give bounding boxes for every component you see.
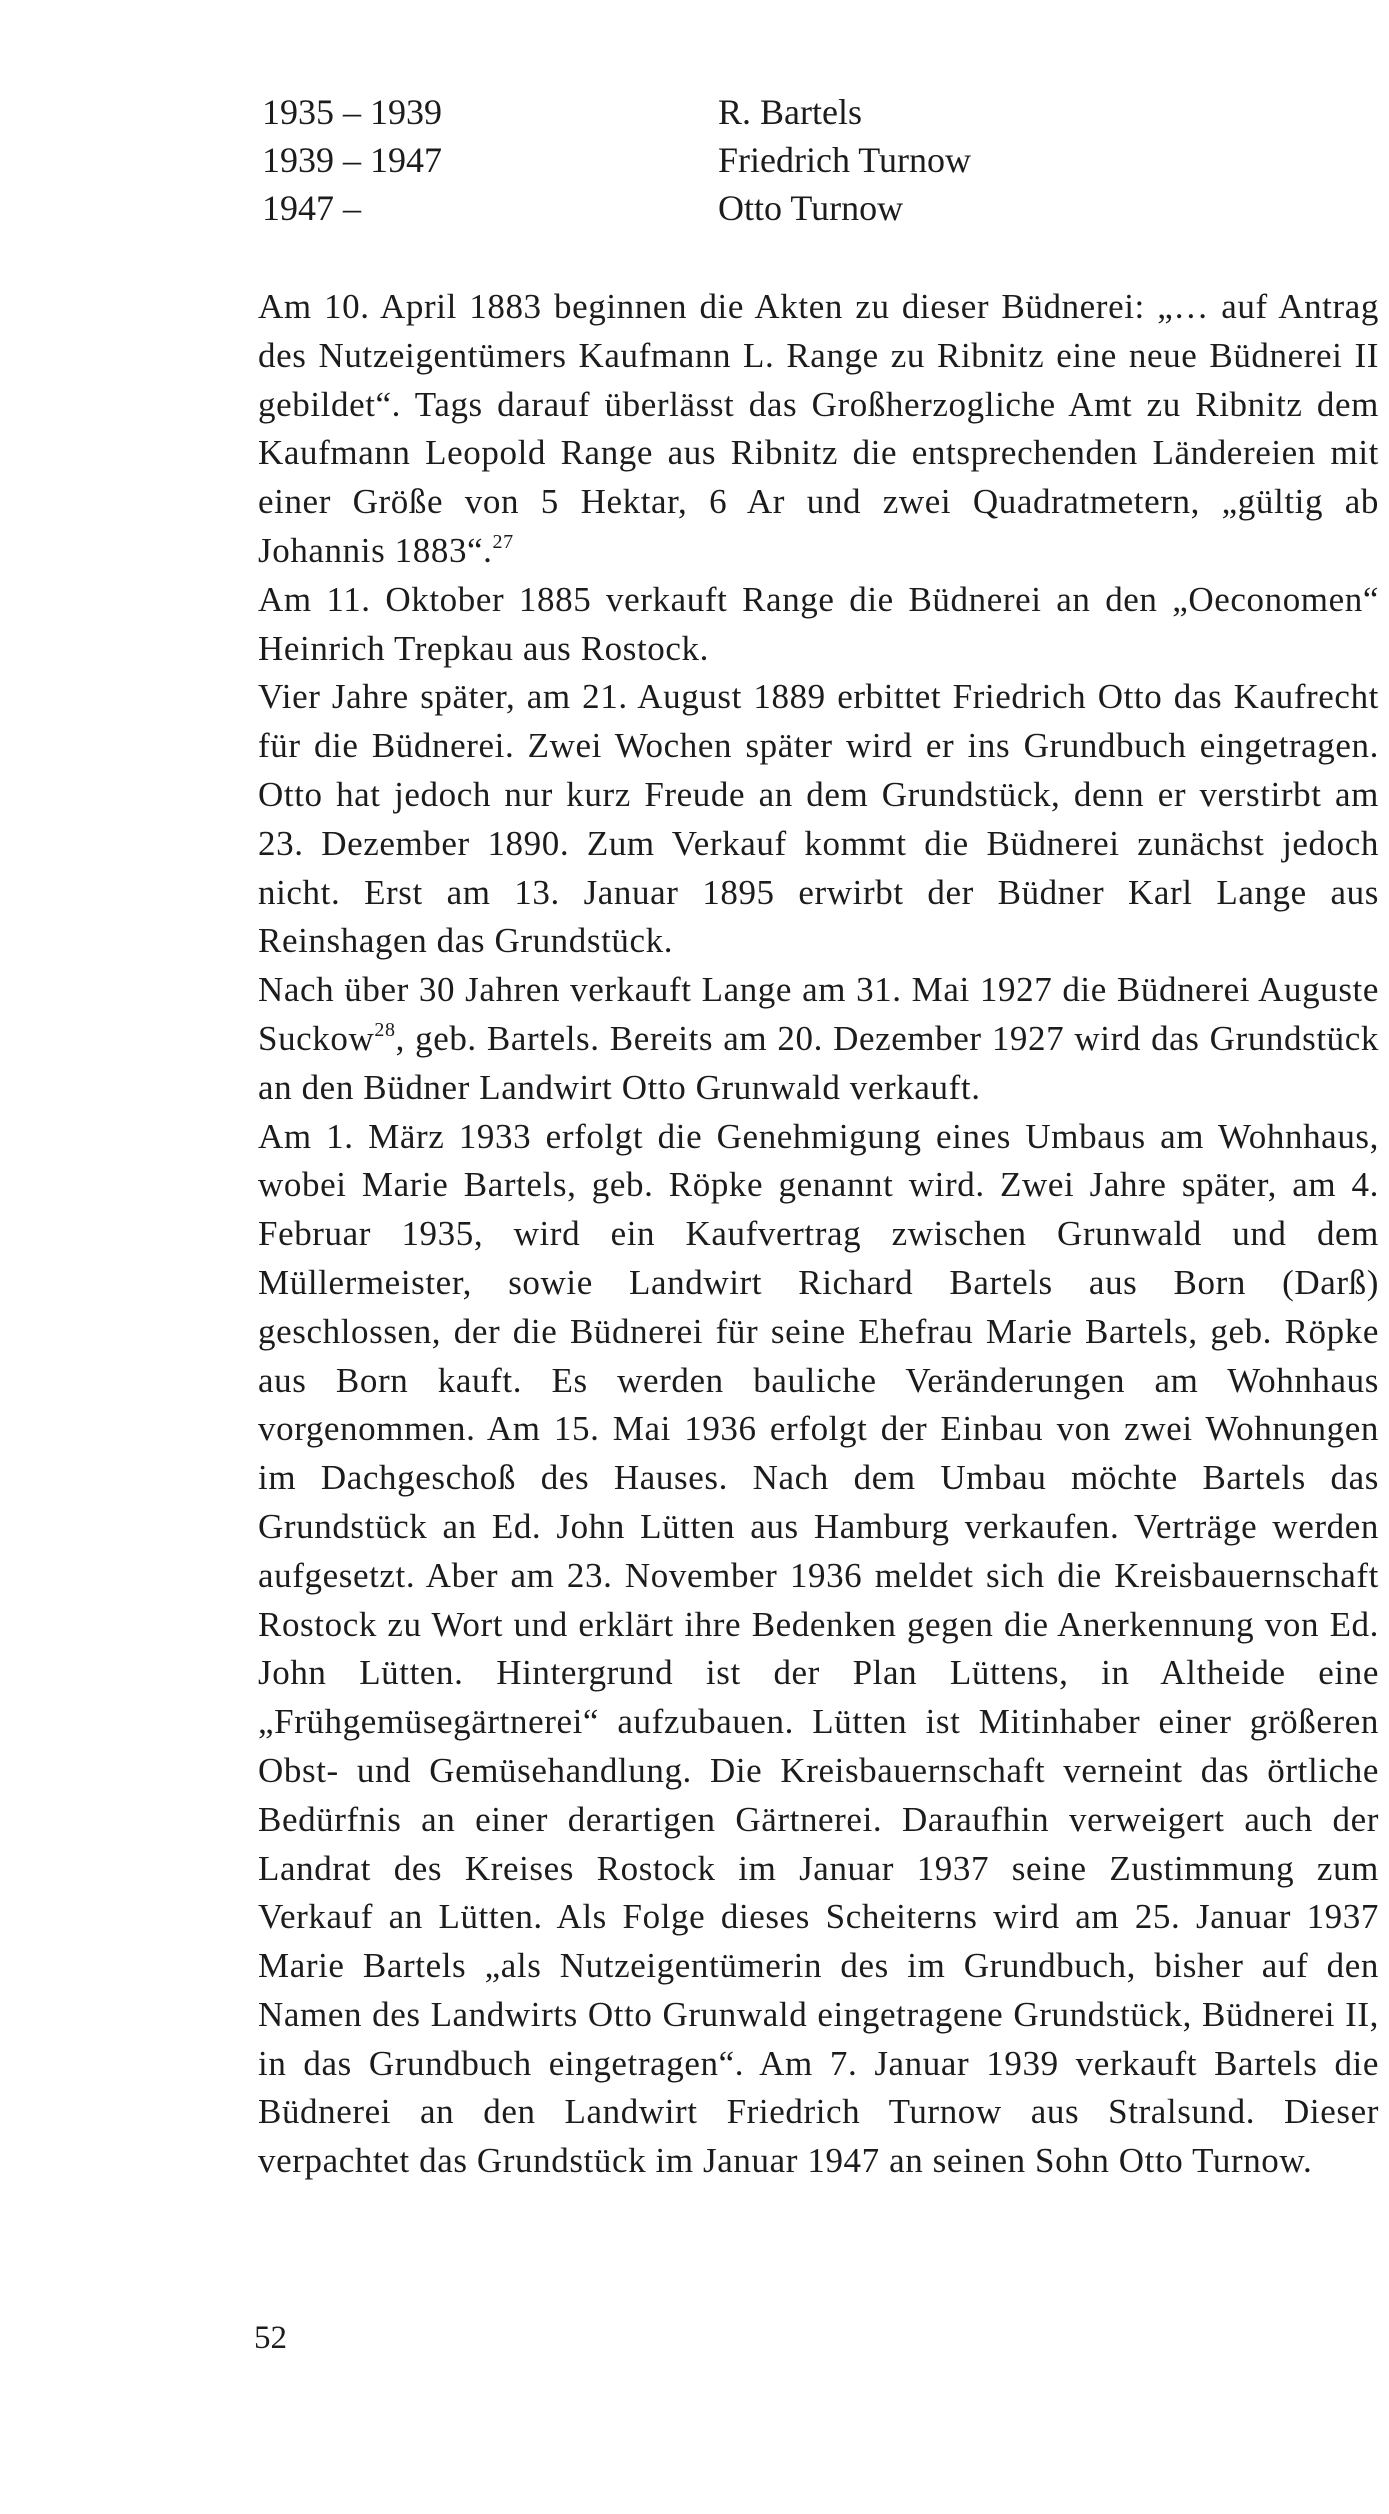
footnote-marker: 27 [492, 530, 514, 553]
owner-name: R. Bartels [718, 92, 862, 132]
paragraph-text: , geb. Bartels. Bereits am 20. Dezember 1927 wird das Grundstück an den Büdner Landwirt Otto Grunwald verkauft. [258, 1018, 1379, 1107]
paragraph: Am 11. Oktober 1885 verkauft Range die Büdnerei an den „Oeconomen“ Heinrich Trepkau aus Rostock. [258, 579, 1379, 668]
paragraph: Am 1. März 1933 erfolgt die Genehmigung eines Umbaus am Wohnhaus, wobei Marie Bartels, geb. Röpke genannt wird. Zwei Jahre später, am 4. Februar 1935, wird ein Kaufvertrag zwischen Grunwald und dem Müllermeister, sowie Landwirt Richard Bartels aus Born (Darß) geschlossen, der die Büdnerei für seine Ehefrau Marie Bartels, geb. Röpke aus Born kauft. Es werden bauliche Veränderungen am Wohnhaus vorgenommen. Am 15. Mai 1936 erfolgt der Einbau von zwei Wohnungen im Dachgeschoß des Hauses. Nach dem Umbau möchte Bartels das Grundstück an Ed. John Lütten aus Hamburg verkaufen. Verträge werden aufgesetzt. Aber am 23. November 1936 meldet sich die Kreisbauernschaft Rostock zu Wort und erklärt ihre Bedenken gegen die Anerkennung von Ed. John Lütten. Hintergrund ist der Plan Lüttens, in Altheide eine „Frühgemüsegärtnerei“ aufzubauen. Lütten ist Mitinhaber einer größeren Obst- und Gemüsehandlung. Die Kreisbauernschaft verneint das örtliche Bedürfnis an einer derartigen Gärtnerei. Daraufhin verweigert auch der Landrat des Kreises Rostock im Januar 1937 seine Zustimmung zum Verkauf an Lütten. Als Folge dieses Scheiterns wird am 25. Januar 1937 Marie Bartels „als Nutzeigentümerin des im Grundbuch, bisher auf den Namen des Landwirts Otto Grunwald eingetragene Grundstück, Büdnerei II, in das Grundbuch eingetragen“. Am 7. Januar 1939 verkauft Bartels die Büdnerei an den Landwirt Friedrich Turnow aus Stralsund. Dieser verpachtet das Grundstück im Januar 1947 an seinen Sohn Otto Turnow. [258, 1116, 1379, 2181]
paragraph [258, 966, 1379, 1112]
footnote-marker: 28 [374, 1018, 396, 1041]
owner-row [262, 184, 1142, 232]
owner-period: 1947 – [262, 188, 361, 228]
owner-row [262, 136, 1142, 184]
owner-period: 1935 – 1939 [262, 92, 442, 132]
owner-name: Otto Turnow [718, 188, 904, 228]
owner-period: 1939 – 1947 [262, 140, 442, 180]
owners-table [262, 88, 1142, 232]
paragraph-text: Am 10. April 1883 beginnen die Akten zu dieser Büdnerei: „… auf Antrag des Nutzeigentümers Kaufmann L. Range zu Ribnitz eine neue Büdnerei II gebildet“. Tags darauf überlässt das Großherzogliche Amt zu Ribnitz dem Kaufmann Leopold Range aus Ribnitz die entsprechenden Ländereien mit einer Größe von 5 Hektar, 6 Ar und zwei Quadratmetern, „gültig ab Johannis 1883“. [258, 287, 1379, 570]
page-number: 52 [254, 2320, 287, 2356]
paragraph: Vier Jahre später, am 21. August 1889 erbittet Friedrich Otto das Kaufrecht für die Büdnerei. Zwei Wochen später wird er ins Grundbuch eingetragen. Otto hat jedoch nur kurz Freude an dem Grundstück, denn er verstirbt am 23. Dezember 1890. Zum Verkauf kommt die Büdnerei zunächst jedoch nicht. Erst am 13. Januar 1895 erwirbt der Büdner Karl Lange aus Reinshagen das Grundstück. [258, 677, 1379, 961]
paragraph [258, 283, 1379, 576]
paragraph-text: Nach über 30 Jahren verkauft Lange am 31. Mai 1927 die Büdnerei Auguste Suckow [258, 970, 1379, 1058]
owner-name: Friedrich Turnow [718, 140, 972, 180]
body-text [258, 283, 1379, 2186]
owner-row [262, 88, 1142, 136]
